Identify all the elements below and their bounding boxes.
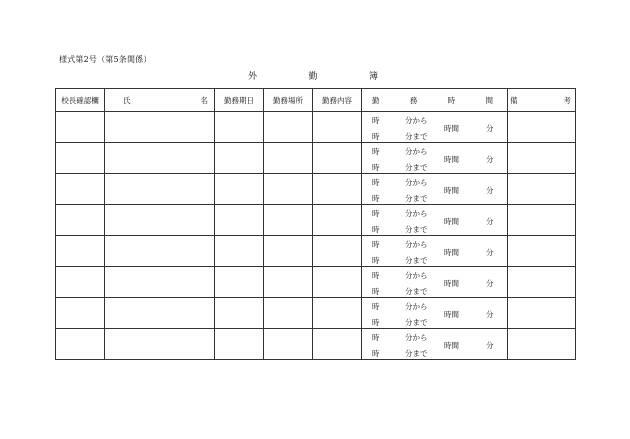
work-time-cell[interactable] [362,174,508,205]
end-minute-label: 分まで [405,132,428,141]
work-time-cell[interactable] [362,298,508,329]
remarks-cell[interactable] [508,205,576,236]
start-minute-label: 分から [405,333,428,342]
remarks-cell[interactable] [508,174,576,205]
end-hour-label: 時 [372,225,380,234]
remarks-cell[interactable] [508,143,576,174]
remarks-cell[interactable] [508,112,576,143]
work-date-cell[interactable] [215,174,264,205]
start-minute-label: 分から [405,209,428,218]
title-char: 簿 [368,72,378,82]
work-content-cell[interactable] [313,112,362,143]
start-hour-label: 時 [372,240,380,249]
header-remarks-right: 考 [563,95,571,105]
work-date-cell[interactable] [215,236,264,267]
work-time-cell[interactable] [362,267,508,298]
work-place-cell[interactable] [264,236,313,267]
start-hour-label: 時 [372,302,380,311]
start-hour-label: 時 [372,178,380,187]
remarks-cell[interactable] [508,236,576,267]
table-row [56,267,576,298]
duration-minutes-label: 分 [486,124,494,133]
name-cell[interactable] [105,267,215,298]
remarks-cell[interactable] [508,298,576,329]
duration-minutes-label: 分 [486,310,494,319]
start-minute-label: 分から [405,271,428,280]
principal-confirm-cell[interactable] [56,112,105,143]
work-place-cell[interactable] [264,267,313,298]
table-row [56,298,576,329]
header-work-time-char: 務 [409,95,418,105]
work-content-cell[interactable] [313,267,362,298]
work-content-cell[interactable] [313,143,362,174]
table-row [56,143,576,174]
end-hour-label: 時 [372,318,380,327]
name-cell[interactable] [105,236,215,267]
header-work-time [362,89,508,112]
header-name-right: 名 [200,95,208,105]
work-time-cell[interactable] [362,112,508,143]
end-minute-label: 分まで [405,194,428,203]
remarks-cell[interactable] [508,329,576,360]
principal-confirm-cell[interactable] [56,298,105,329]
duration-minutes-label: 分 [486,279,494,288]
work-place-cell[interactable] [264,112,313,143]
duration-hours-label: 時間 [444,310,459,319]
work-date-cell[interactable] [215,298,264,329]
end-minute-label: 分まで [405,287,428,296]
start-minute-label: 分から [405,302,428,311]
work-place-cell[interactable] [264,329,313,360]
form-title [248,69,378,82]
end-hour-label: 時 [372,194,380,203]
end-hour-label: 時 [372,163,380,172]
start-hour-label: 時 [372,209,380,218]
duration-minutes-label: 分 [486,186,494,195]
remarks-cell[interactable] [508,267,576,298]
header-work-place: 勤務場所 [264,89,313,112]
name-cell[interactable] [105,174,215,205]
duration-hours-label: 時間 [444,217,459,226]
principal-confirm-cell[interactable] [56,236,105,267]
name-cell[interactable] [105,143,215,174]
start-hour-label: 時 [372,147,380,156]
outside-work-ledger-table [55,88,576,360]
work-date-cell[interactable] [215,205,264,236]
duration-minutes-label: 分 [486,155,494,164]
principal-confirm-cell[interactable] [56,143,105,174]
end-minute-label: 分まで [405,163,428,172]
end-hour-label: 時 [372,349,380,358]
work-place-cell[interactable] [264,174,313,205]
end-minute-label: 分まで [405,256,428,265]
name-cell[interactable] [105,298,215,329]
work-content-cell[interactable] [313,298,362,329]
work-date-cell[interactable] [215,329,264,360]
duration-minutes-label: 分 [486,217,494,226]
title-char: 外 [248,72,258,82]
duration-minutes-label: 分 [486,341,494,350]
name-cell[interactable] [105,205,215,236]
principal-confirm-cell[interactable] [56,174,105,205]
duration-hours-label: 時間 [444,155,459,164]
header-row [56,89,576,112]
start-hour-label: 時 [372,271,380,280]
duration-hours-label: 時間 [444,186,459,195]
duration-hours-label: 時間 [444,341,459,350]
end-hour-label: 時 [372,132,380,141]
duration-minutes-label: 分 [486,248,494,257]
header-work-time-char: 時 [447,95,456,105]
header-remarks [508,89,576,112]
duration-hours-label: 時間 [444,279,459,288]
work-time-cell[interactable] [362,205,508,236]
name-cell[interactable] [105,112,215,143]
work-place-cell[interactable] [264,205,313,236]
end-minute-label: 分まで [405,318,428,327]
end-hour-label: 時 [372,256,380,265]
work-content-cell[interactable] [313,174,362,205]
start-minute-label: 分から [405,178,428,187]
start-minute-label: 分から [405,147,428,156]
work-date-cell[interactable] [215,112,264,143]
work-content-cell[interactable] [313,236,362,267]
header-name [105,89,215,112]
principal-confirm-cell[interactable] [56,329,105,360]
work-date-cell[interactable] [215,267,264,298]
form-number-label: 様式第2号（第5条関係） [59,55,152,64]
start-hour-label: 時 [372,116,380,125]
work-place-cell[interactable] [264,143,313,174]
work-content-cell[interactable] [313,329,362,360]
duration-hours-label: 時間 [444,248,459,257]
header-work-content: 勤務内容 [313,89,362,112]
header-work-time-char: 間 [485,95,493,105]
work-time-cell[interactable] [362,236,508,267]
table-row [56,174,576,205]
work-time-cell[interactable] [362,329,508,360]
header-work-time-char: 勤 [372,95,380,105]
work-time-cell[interactable] [362,143,508,174]
duration-hours-label: 時間 [444,124,459,133]
start-minute-label: 分から [405,116,428,125]
start-minute-label: 分から [405,240,428,249]
principal-confirm-cell[interactable] [56,267,105,298]
end-minute-label: 分まで [405,225,428,234]
name-cell[interactable] [105,329,215,360]
title-char: 勤 [308,72,318,82]
work-place-cell[interactable] [264,298,313,329]
end-hour-label: 時 [372,287,380,296]
header-name-left: 氏 [123,95,131,105]
table-row [56,236,576,267]
work-date-cell[interactable] [215,143,264,174]
header-remarks-left: 備 [510,95,518,105]
end-minute-label: 分まで [405,349,428,358]
header-principal-confirm: 校長確認欄 [56,89,105,112]
table-row [56,205,576,236]
principal-confirm-cell[interactable] [56,205,105,236]
table-row [56,112,576,143]
header-work-date: 勤務期日 [215,89,264,112]
table-row [56,329,576,360]
work-content-cell[interactable] [313,205,362,236]
start-hour-label: 時 [372,333,380,342]
